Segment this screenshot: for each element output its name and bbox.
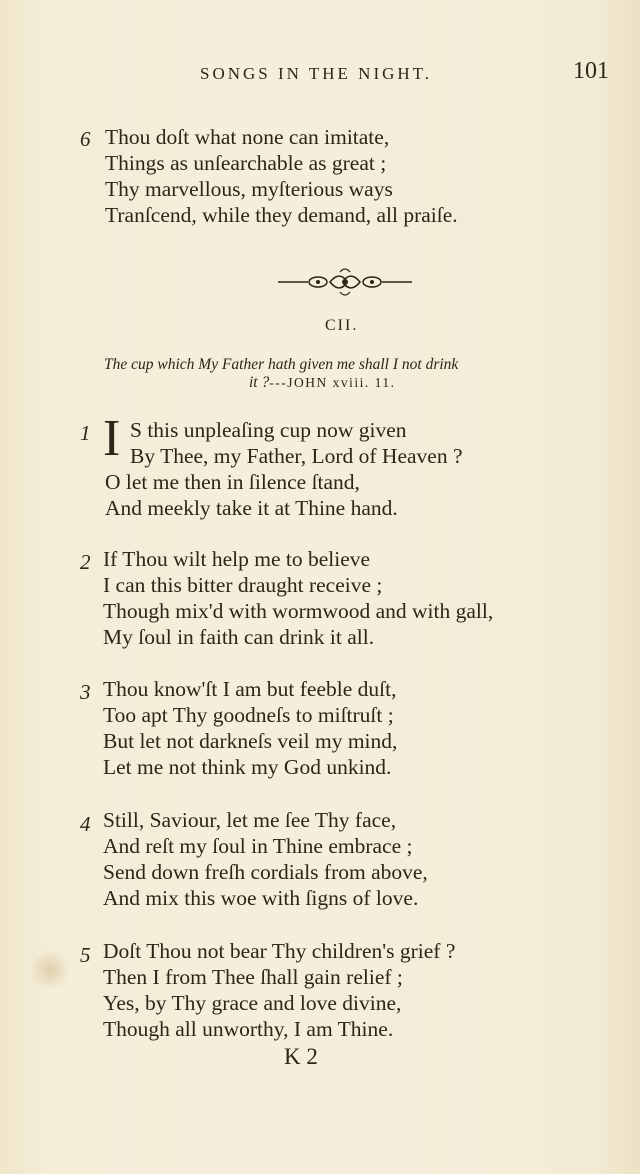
verse-line: Tranſcend, while they demand, all praiſe. — [105, 203, 458, 227]
epigraph-line: The cup which My Father hath given me shall I not drink — [104, 356, 459, 373]
epigraph-text: it ? — [249, 374, 270, 391]
verse-line: Then I from Thee ſhall gain relief ; — [103, 965, 403, 989]
verse-line: But let not darkneſs veil my mind, — [103, 729, 398, 753]
verse-line: And reſt my ſoul in Thine embrace ; — [103, 834, 413, 858]
paper-stain — [30, 950, 70, 990]
stanza-number: 5 — [80, 943, 91, 967]
verse-line: O let me then in ſilence ſtand, — [105, 470, 360, 494]
verse-line: And meekly take it at Thine hand. — [105, 496, 398, 520]
stanza-number: 1 — [80, 421, 91, 445]
verse-line: If Thou wilt help me to believe — [103, 547, 371, 571]
verse-line: Send down freſh cordials from above, — [103, 860, 428, 884]
verse-line: Too apt Thy goodneſs to miſtruſt ; — [103, 703, 394, 727]
verse-line: S this unpleaſing cup now given — [130, 418, 407, 442]
drop-cap: I — [103, 410, 121, 467]
ornament-divider — [270, 262, 420, 302]
verse-line: Thou know'ſt I am but feeble duſt, — [103, 677, 397, 701]
verse-line: My ſoul in faith can drink it all. — [103, 625, 375, 649]
verse-line: Though all unworthy, I am Thine. — [103, 1017, 394, 1041]
stanza-number: 4 — [80, 812, 91, 836]
verse-line: Still, Saviour, let me ſee Thy face, — [103, 808, 397, 832]
verse-line: Doſt Thou not bear Thy children's grief ? — [103, 939, 456, 963]
epigraph-line — [249, 374, 396, 392]
verse-line: Let me not think my God unkind. — [103, 755, 392, 779]
verse-line: Things as unſearchable as great ; — [105, 151, 387, 175]
verse-line: Though mix'd with wormwood and with gall, — [103, 599, 494, 623]
verse-line: I can this bitter draught receive ; — [103, 573, 383, 597]
verse-line: By Thee, my Father, Lord of Heaven ? — [130, 444, 463, 468]
page-number: 101 — [573, 58, 609, 84]
scripture-reference: ---JOHN xviii. 11. — [269, 375, 396, 390]
running-title: SONGS IN THE NIGHT. — [200, 64, 433, 83]
stanza-number: 3 — [80, 680, 91, 704]
page-header — [0, 58, 640, 94]
verse-line: And mix this woe with ſigns of love. — [103, 886, 419, 910]
stanza-number: 2 — [80, 550, 91, 574]
verse-line: Thy marvellous, myſterious ways — [105, 177, 393, 201]
verse-line: Yes, by Thy grace and love divine, — [103, 991, 402, 1015]
stanza-number: 6 — [80, 127, 91, 151]
hymn-number: CII. — [325, 317, 359, 334]
verse-line: Thou doſt what none can imitate, — [105, 125, 390, 149]
signature-mark: K 2 — [284, 1044, 318, 1069]
